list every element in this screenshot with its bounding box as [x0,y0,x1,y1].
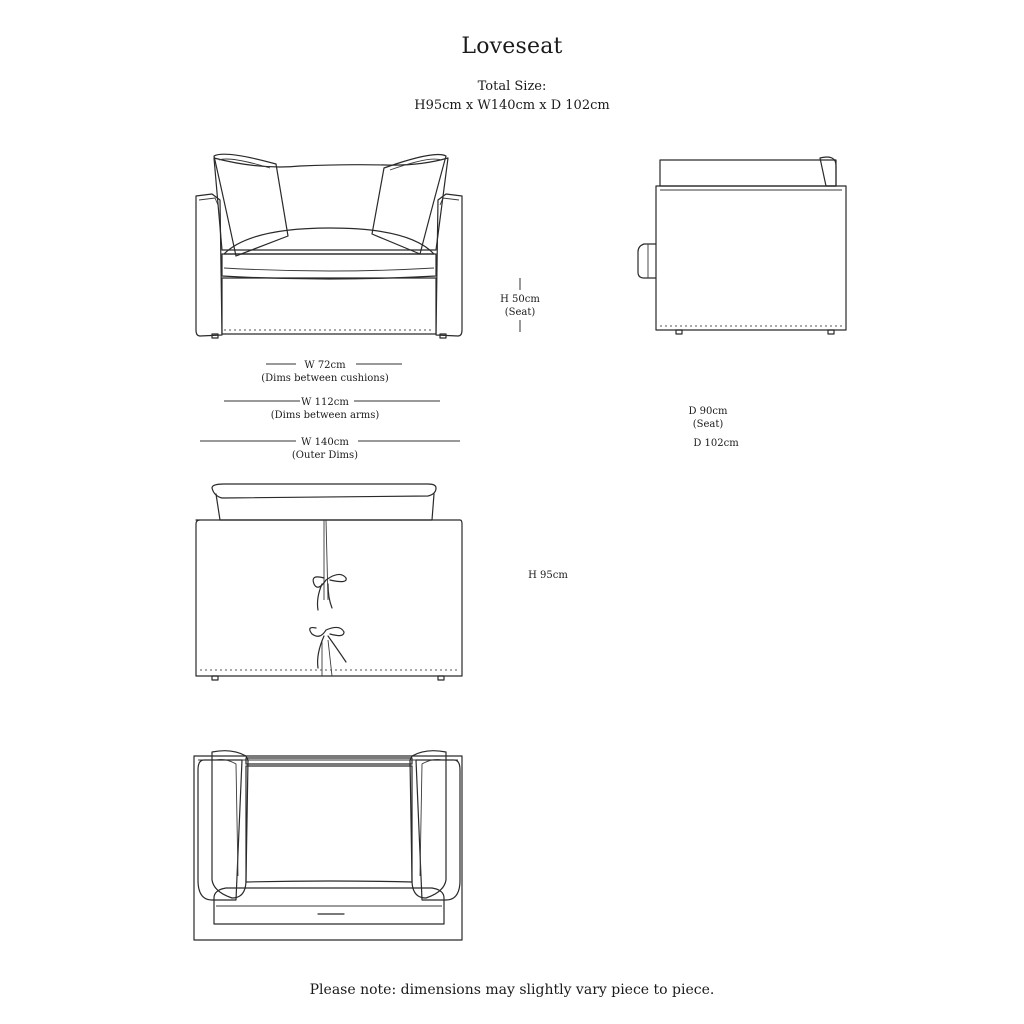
between-arms-value: W 112cm [301,397,349,408]
top-view [194,751,462,940]
seat-height-dimension [490,293,550,319]
seat-height-note: (Seat) [504,307,536,318]
back-view [196,484,462,680]
footer-note: Please note: dimensions may slightly vary piece to piece. [309,982,715,998]
front-view [196,154,462,338]
total-height-value: H 95cm [528,570,568,581]
seat-depth-dimension [668,405,748,431]
side-view [638,157,846,334]
outer-width-dimension [245,436,405,462]
between-cushions-note: (Dims between cushions) [261,373,389,384]
seat-height-value: H 50cm [500,294,540,305]
seat-depth-value: D 90cm [688,406,728,417]
total-size-label: Total Size: [477,79,547,94]
between-arms-dimension [245,396,405,422]
outer-width-note: (Outer Dims) [291,450,359,461]
total-height-dimension [518,569,578,582]
total-depth-value: D 102cm [693,438,739,449]
outer-width-value: W 140cm [301,437,349,448]
between-cushions-value: W 72cm [304,360,346,371]
total-size-value: H95cm x W140cm x D 102cm [414,98,610,113]
total-depth-dimension [676,437,756,450]
between-arms-note: (Dims between arms) [270,410,380,421]
between-cushions-dimension [245,359,405,385]
seat-depth-note: (Seat) [692,419,724,430]
page-title: Loveseat [461,34,563,59]
